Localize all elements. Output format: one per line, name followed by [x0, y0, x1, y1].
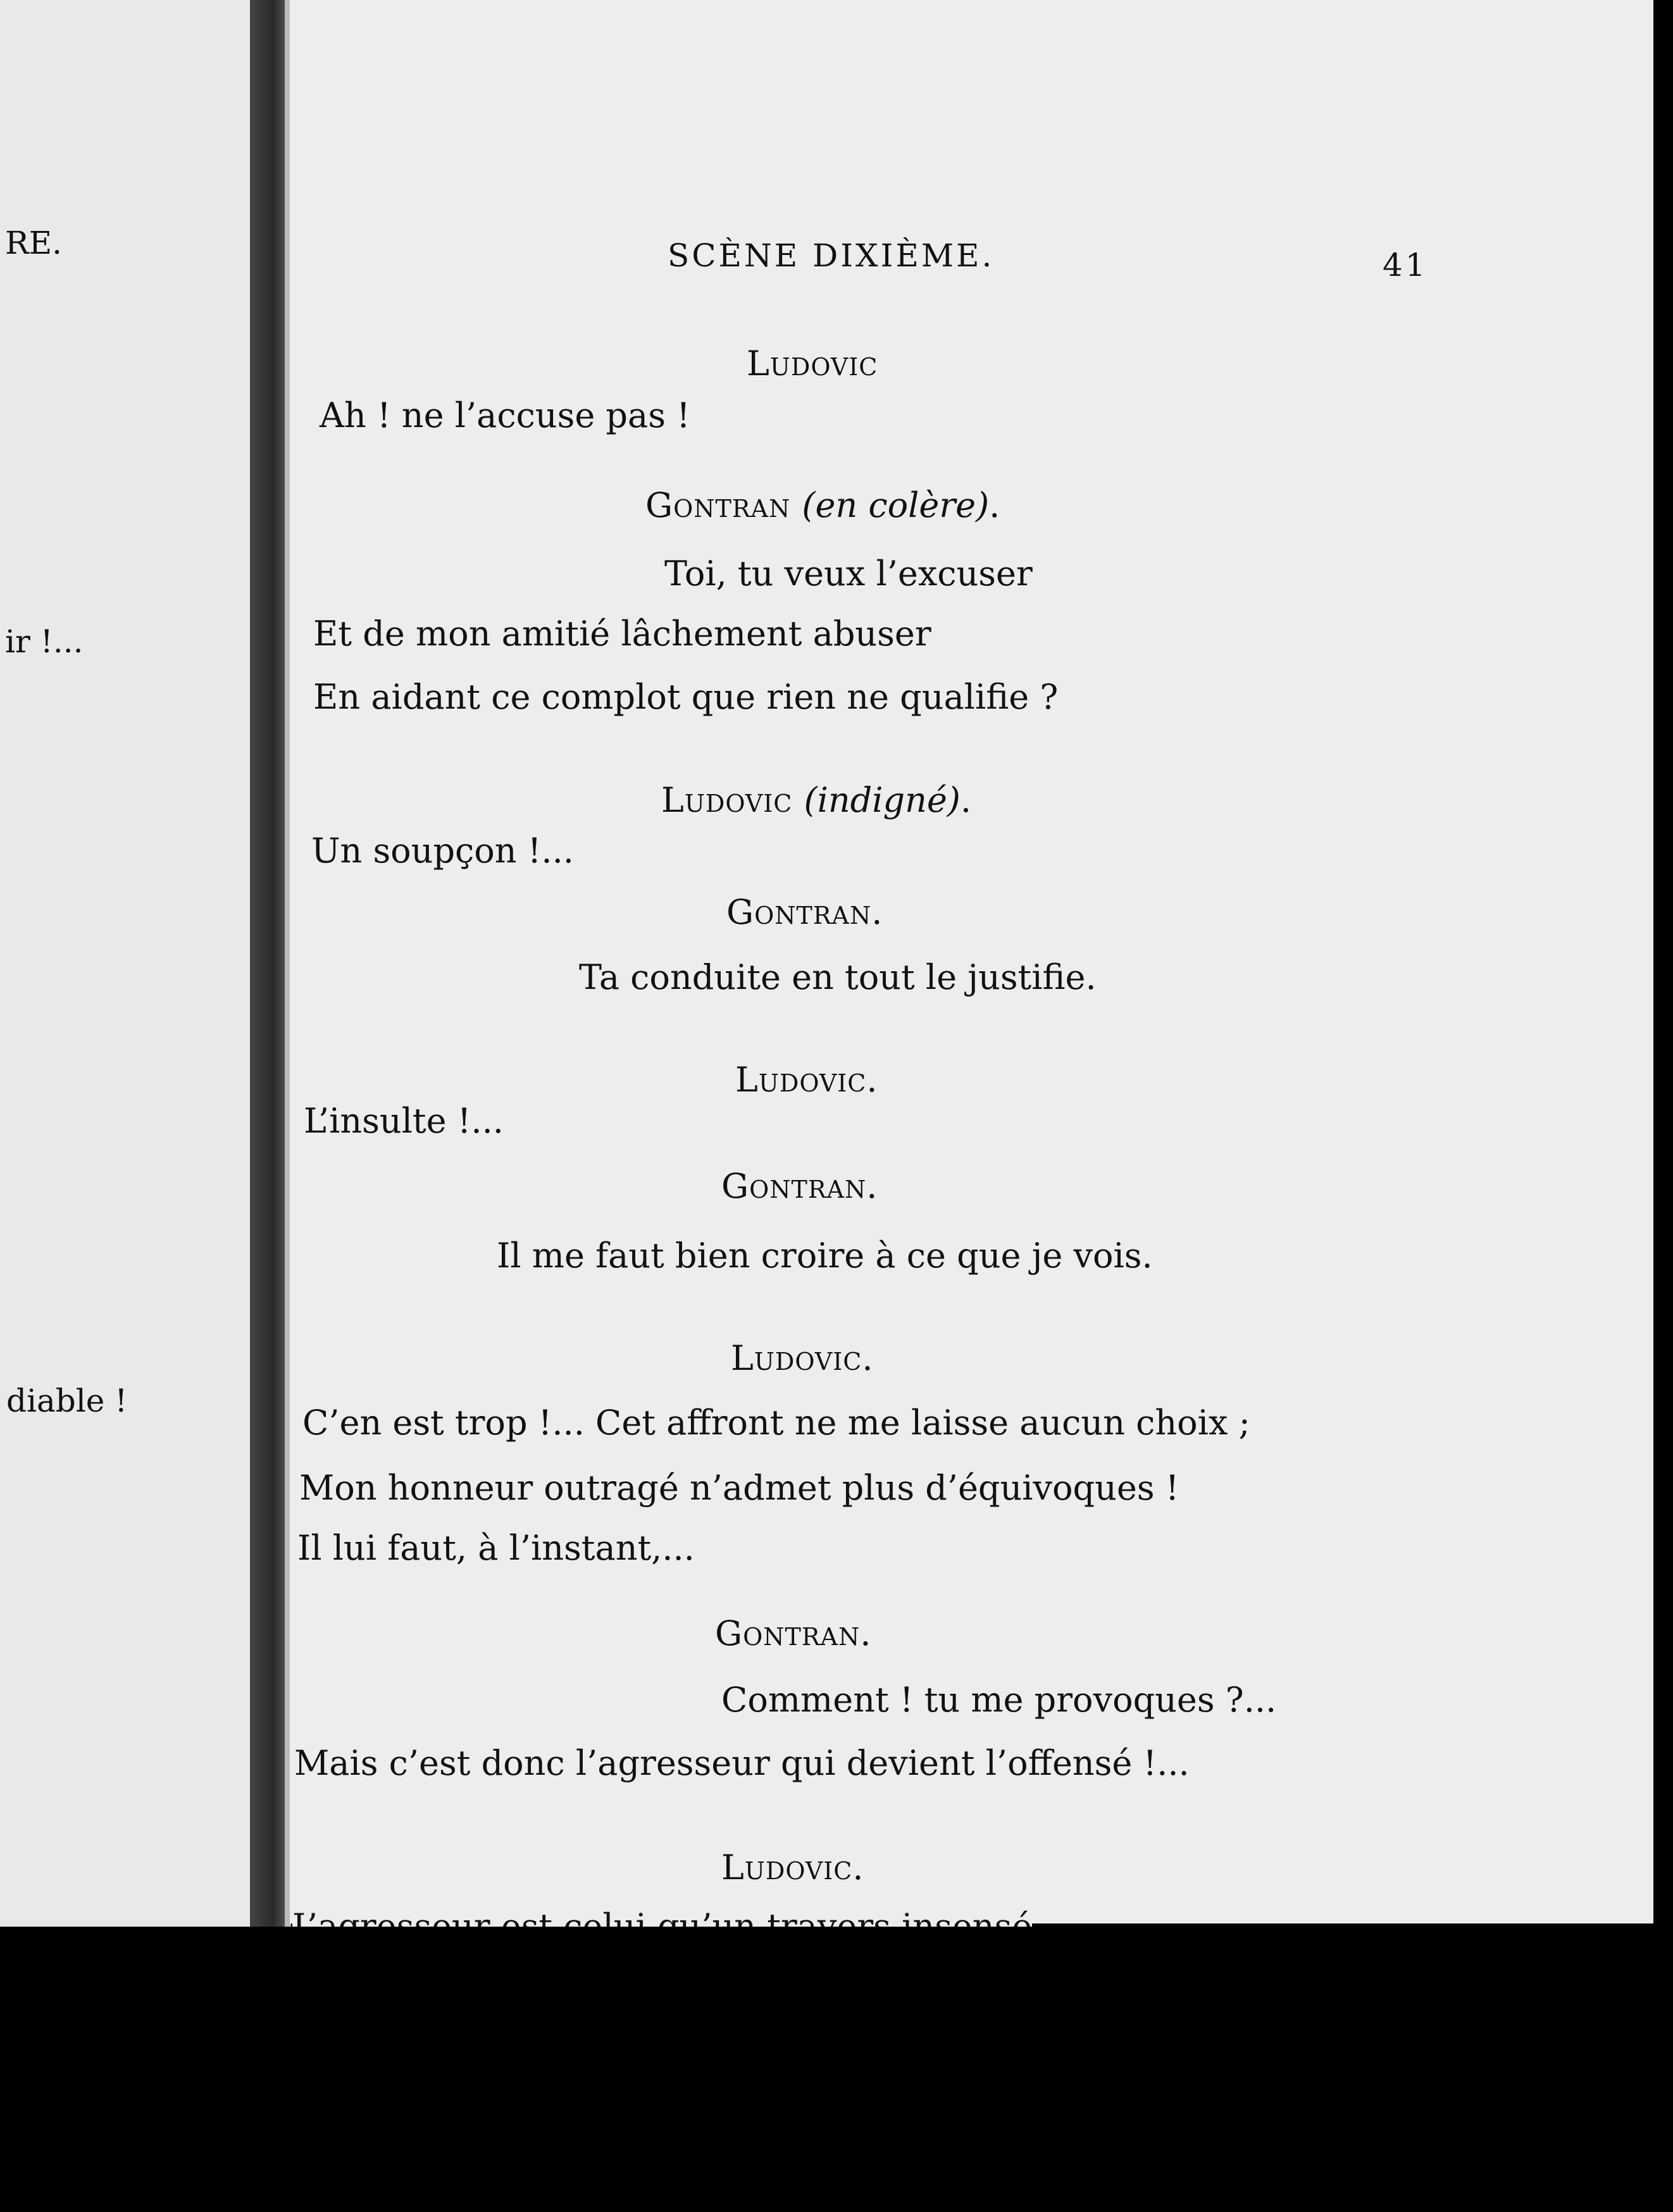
scan-border	[0, 1927, 1673, 2212]
speaker-name: Ludovic	[747, 344, 878, 383]
speaker-name: Gontran.	[721, 1166, 878, 1206]
speaker-name: Ludovic.	[735, 1060, 878, 1100]
verse-line: Mais c’est donc l’agresseur qui devient l’offensé !...	[294, 1743, 1190, 1783]
verse-line: Mon honneur outragé n’admet plus d’équivoques !	[299, 1468, 1179, 1508]
speaker-name: Ludovic.	[731, 1338, 874, 1378]
facing-page-fragment: diable !	[6, 1382, 128, 1419]
book-gutter	[250, 0, 288, 1930]
running-title: SCÈNE DIXIÈME.	[668, 237, 995, 274]
facing-page-fragment: ir !...	[5, 623, 84, 660]
speaker-name: Ludovic.	[721, 1848, 864, 1887]
speaker-name: Gontran (en colère).	[645, 485, 1001, 525]
verse-line: Un soupçon !...	[311, 831, 574, 871]
verse-line: Ta conduite en tout le justifie.	[579, 957, 1097, 997]
verse-line: C’en est trop !... Cet affront ne me laisse aucun choix ;	[302, 1403, 1250, 1443]
speaker-name: Gontran.	[726, 892, 883, 932]
verse-line: Il lui faut, à l’instant,...	[297, 1528, 695, 1568]
verse-line: L’insulte !...	[304, 1101, 504, 1141]
speaker-name: Ludovic (indigné).	[661, 780, 973, 820]
stage-direction: (en colère)	[802, 485, 990, 525]
facing-page	[0, 0, 253, 2212]
verse-line: Ah ! ne l’accuse pas !	[320, 395, 690, 435]
stage-direction: (indigné)	[804, 780, 961, 820]
speaker-name: Gontran.	[715, 1613, 872, 1653]
verse-line: Et de mon amitié lâchement abuser	[313, 614, 931, 654]
page-number: 41	[1383, 247, 1428, 283]
verse-line: Toi, tu veux l’excuser	[664, 554, 1033, 593]
verse-line: Il me faut bien croire à ce que je vois.	[497, 1236, 1153, 1276]
verse-line: Comment ! tu me provoques ?...	[721, 1680, 1277, 1720]
verse-line: En aidant ce complot que rien ne qualifie ?	[313, 677, 1059, 717]
facing-page-fragment: RE.	[5, 225, 63, 261]
